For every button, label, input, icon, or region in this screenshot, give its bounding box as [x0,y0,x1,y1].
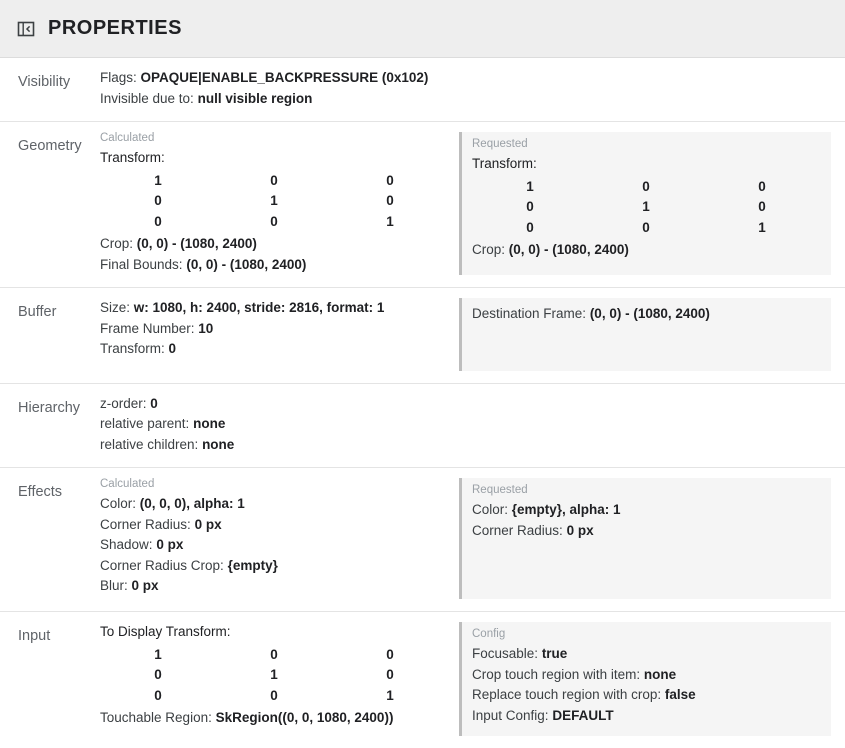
hierarchy-zorder-row [100,394,821,415]
buffer-frame-number-value: 10 [198,320,214,336]
visibility-flags-row [100,68,821,89]
effects-calculated-head: Calculated [100,478,155,490]
effects-shadow-value: 0 px [156,537,184,552]
matrix-cell: 1 [642,199,650,214]
hierarchy-content [100,394,831,456]
hierarchy-children-key: relative children: [100,436,199,452]
section-label-visibility: Visibility [18,74,71,90]
hierarchy-zorder-value: 0 [150,395,158,411]
matrix-cell: 0 [154,667,162,682]
matrix-cell: 1 [154,646,162,662]
input-touchable-region-row [100,708,449,729]
matrix-cell: 0 [270,687,278,703]
matrix-cell: 1 [154,172,162,188]
hierarchy-parent-key: relative parent: [100,416,190,431]
matrix-cell: 1 [386,213,394,229]
buffer-frame-number-key: Frame Number: [100,320,195,336]
buffer-frame-number-row [100,319,449,340]
buffer-content [100,298,459,371]
geometry-requested-head: Requested [472,138,528,150]
input-crop-touch-value: none [643,666,677,682]
matrix-cell: 0 [270,646,278,662]
buffer-size-row [100,298,449,319]
matrix-cell: 0 [642,178,650,194]
effects-requested [459,478,831,599]
geometry-calc-matrix [100,171,449,233]
buffer-transform-row [100,339,449,360]
section-label-input: Input [18,628,51,644]
visibility-flags-value: OPAQUE|ENABLE_BACKPRESSURE (0x102) [140,70,429,85]
input-touchable-region-value: SkRegion((0, 0, 1080, 2400)) [215,710,394,725]
matrix-cell: 0 [154,193,162,208]
buffer-size-key: Size: [100,300,131,315]
input-config-head: Config [472,628,506,640]
collapse-panel-icon[interactable] [16,19,36,39]
matrix-cell: 1 [386,687,394,703]
effects-requested-head: Requested [472,484,528,496]
matrix-cell: 1 [758,219,766,235]
buffer-dest-frame-key: Destination Frame: [472,306,587,321]
input-config-row [472,706,821,727]
matrix-cell: 0 [386,667,394,682]
hierarchy-parent-value: none [193,416,226,431]
matrix-cell: 0 [154,213,162,229]
hierarchy-children-value: none [202,436,235,452]
visibility-invisible-value: null visible region [197,90,313,106]
effects-color-key: Color: [100,496,137,511]
geometry-calculated [100,132,459,275]
matrix-cell: 0 [642,219,650,235]
geometry-final-bounds-key: Final Bounds: [100,256,183,272]
input-config-key: Input Config: [472,707,549,723]
page-title: PROPERTIES [48,17,182,39]
effects-corner-radius-crop-key: Corner Radius Crop: [100,557,224,573]
input-config-value: DEFAULT [552,707,614,723]
effects-corner-radius-row [100,515,449,536]
visibility-flags-key: Flags: [100,70,137,85]
section-buffer [0,288,845,384]
section-label-buffer: Buffer [18,304,57,320]
effects-shadow-key: Shadow: [100,537,153,552]
input-display-transform [100,622,459,736]
visibility-content [100,68,831,109]
effects-corner-radius-value: 0 px [194,516,222,532]
section-geometry [0,122,845,288]
geometry-crop-row [100,234,449,255]
section-label-effects: Effects [18,484,63,500]
buffer-transform-value: 0 [168,341,177,356]
effects-req-color-key: Color: [472,502,509,517]
buffer-dest-frame-row [472,304,821,325]
effects-blur-row [100,576,449,597]
effects-req-color-value: {empty}, alpha: 1 [511,502,621,517]
geometry-transform-label: Transform: [100,150,165,165]
matrix-cell: 0 [270,172,278,188]
effects-corner-radius-key: Corner Radius: [100,516,191,532]
geometry-requested [459,132,831,275]
visibility-invisible-key: Invisible due to: [100,90,194,106]
input-crop-touch-key: Crop touch region with item: [472,666,641,682]
matrix-cell: 0 [386,646,394,662]
input-replace-touch-key: Replace touch region with crop: [472,687,662,702]
hierarchy-children-row [100,435,821,456]
effects-blur-value: 0 px [131,578,159,593]
input-matrix [100,645,449,707]
geometry-calculated-head: Calculated [100,132,155,144]
matrix-cell: 1 [526,178,534,194]
matrix-cell: 1 [270,193,278,208]
input-crop-touch-row [472,665,821,686]
matrix-cell: 0 [386,193,394,208]
input-display-transform-label: To Display Transform: [100,624,231,639]
matrix-cell: 0 [386,172,394,188]
section-effects [0,468,845,612]
input-replace-touch-value: false [664,687,696,702]
geometry-req-matrix [472,177,821,239]
buffer-dest-frame-value: (0, 0) - (1080, 2400) [589,306,710,321]
matrix-cell: 0 [526,219,534,235]
matrix-cell: 0 [270,213,278,229]
geometry-req-transform-label: Transform: [472,156,537,171]
effects-color-value: (0, 0, 0), alpha: 1 [139,496,245,511]
geometry-crop-key: Crop: [100,236,134,251]
effects-corner-radius-crop-row [100,556,449,577]
matrix-cell: 0 [154,687,162,703]
input-focusable-key: Focusable: [472,646,539,661]
matrix-cell: 0 [526,199,534,214]
buffer-size-value: w: 1080, h: 2400, stride: 2816, format: 1 [133,300,385,315]
section-hierarchy [0,384,845,469]
effects-req-corner-radius-row [472,521,821,542]
effects-req-color-row [472,500,821,521]
hierarchy-zorder-key: z-order: [100,395,147,411]
hierarchy-parent-row [100,414,821,435]
geometry-final-bounds-row [100,255,449,276]
geometry-req-crop-value: (0, 0) - (1080, 2400) [508,242,629,257]
buffer-destination-frame [459,298,831,371]
input-focusable-value: true [541,646,568,661]
matrix-cell: 1 [270,667,278,682]
section-label-hierarchy: Hierarchy [18,399,81,416]
visibility-invisible-row [100,89,821,110]
effects-blur-key: Blur: [100,578,128,593]
matrix-cell: 0 [758,178,766,194]
geometry-final-bounds-value: (0, 0) - (1080, 2400) [186,256,307,272]
input-replace-touch-row [472,685,821,706]
section-visibility [0,58,845,122]
effects-color-row [100,494,449,515]
panel-header [0,0,845,58]
section-input [0,612,845,748]
effects-req-corner-radius-value: 0 px [566,522,594,538]
input-focusable-row [472,644,821,665]
matrix-cell: 0 [758,199,766,214]
geometry-req-crop-row [472,240,821,261]
effects-calculated [100,478,459,599]
effects-req-corner-radius-key: Corner Radius: [472,522,563,538]
effects-shadow-row [100,535,449,556]
section-label-geometry: Geometry [18,138,82,154]
input-touchable-region-key: Touchable Region: [100,710,212,725]
effects-corner-radius-crop-value: {empty} [227,557,278,573]
buffer-transform-key: Transform: [100,341,165,356]
geometry-crop-value: (0, 0) - (1080, 2400) [136,236,257,251]
input-config [459,622,831,736]
geometry-req-crop-key: Crop: [472,242,506,257]
